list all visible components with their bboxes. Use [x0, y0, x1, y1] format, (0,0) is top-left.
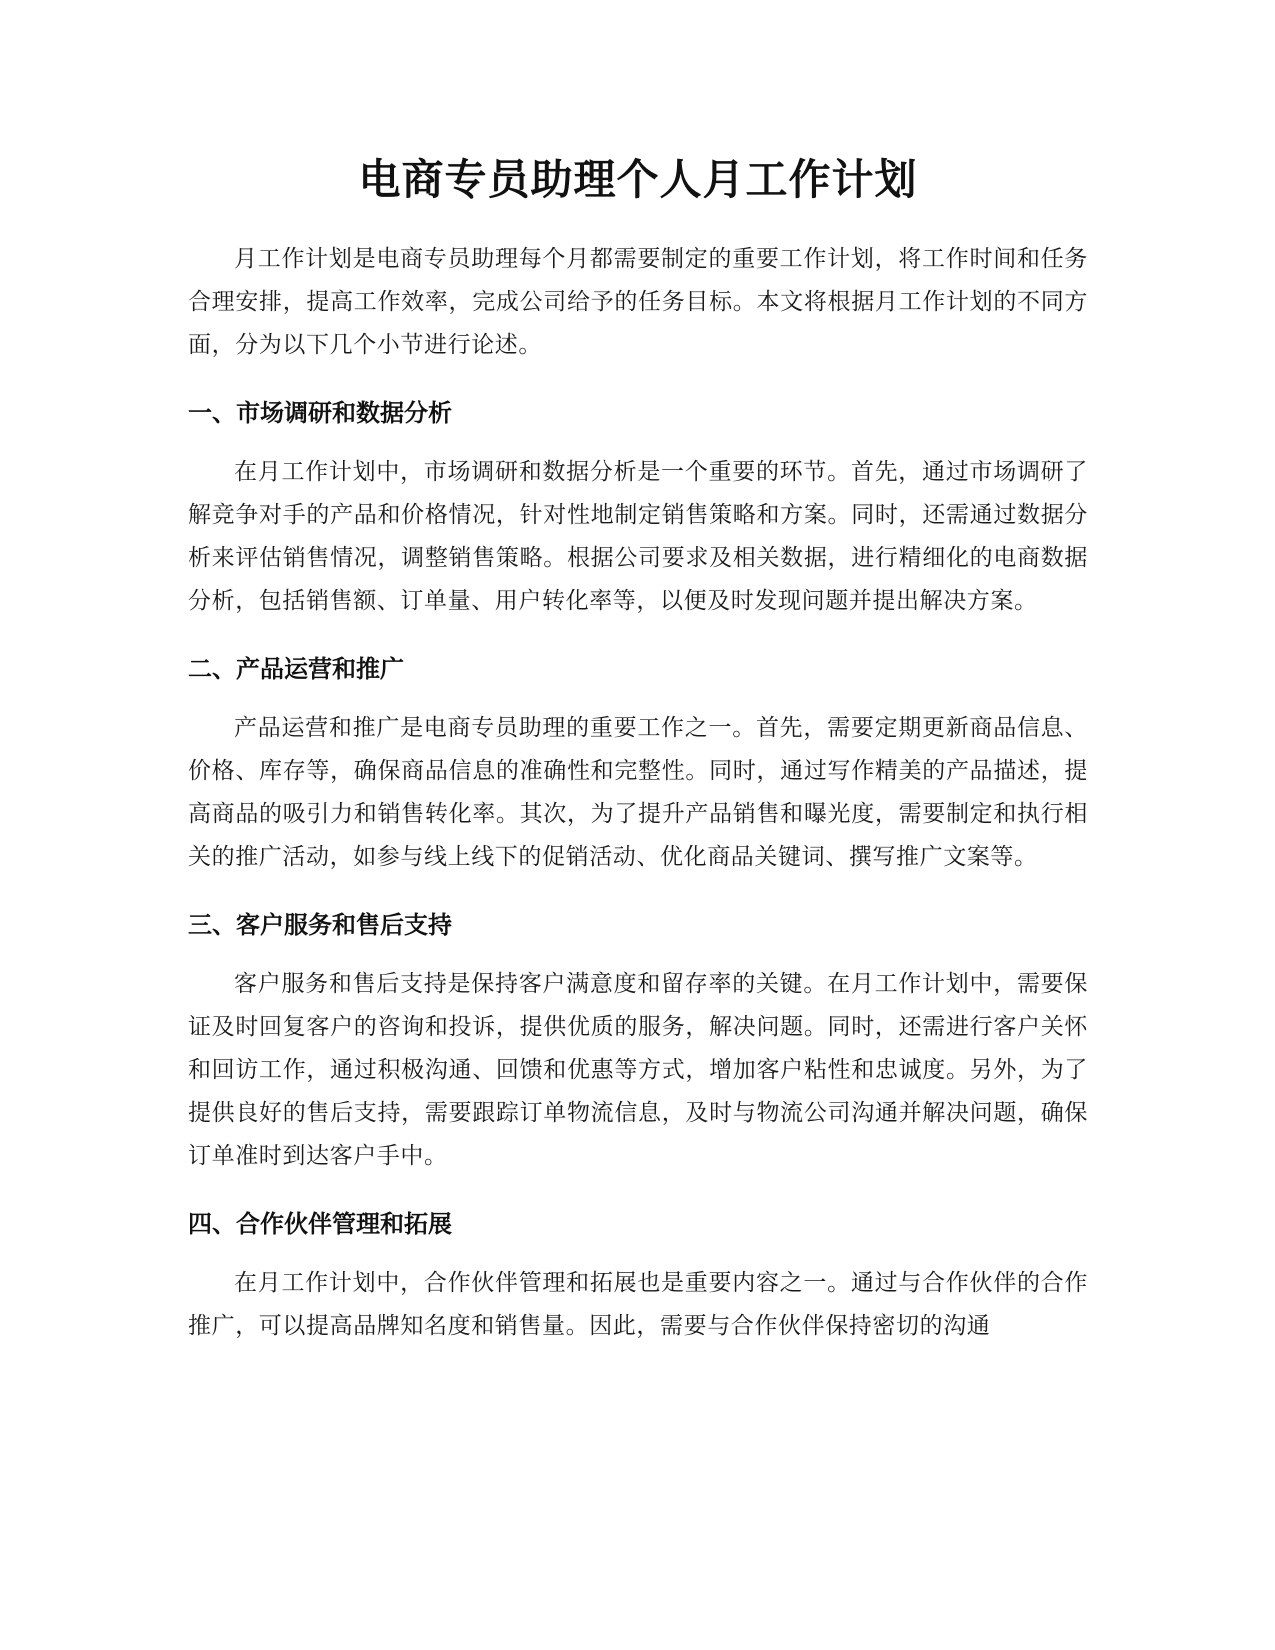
section-body-market-research: 在月工作计划中，市场调研和数据分析是一个重要的环节。首先，通过市场调研了解竞争对手的产品和价格情况，针对性地制定销售策略和方案。同时，还需通过数据分析来评估销售情况，调整销售策略。根据公司要求及相关数据，进行精细化的电商数据分析，包括销售额、订单量、用户转化率等，以便及时发现问题并提出解决方案。: [188, 459, 1088, 614]
document-content: [188, 148, 1088, 1348]
section-body-partner-management: 在月工作计划中，合作伙伴管理和拓展也是重要内容之一。通过与合作伙伴的合作推广，可以提高品牌知名度和销售量。因此，需要与合作伙伴保持密切的沟通: [188, 1270, 1088, 1339]
section-heading-market-research: 一、市场调研和数据分析: [188, 399, 452, 427]
section-heading-customer-service: 三、客户服务和售后支持: [188, 911, 452, 939]
intro-paragraph: 月工作计划是电商专员助理每个月都需要制定的重要工作计划，将工作时间和任务合理安排，提高工作效率，完成公司给予的任务目标。本文将根据月工作计划的不同方面，分为以下几个小节进行论述。: [188, 246, 1088, 358]
section-body-customer-service: 客户服务和售后支持是保持客户满意度和留存率的关键。在月工作计划中，需要保证及时回复客户的咨询和投诉，提供优质的服务，解决问题。同时，还需进行客户关怀和回访工作，通过积极沟通、回馈和优惠等方式，增加客户粘性和忠诚度。另外，为了提供良好的售后支持，需要跟踪订单物流信息，及时与物流公司沟通并解决问题，确保订单准时到达客户手中。: [188, 971, 1088, 1169]
page-title: 电商专员助理个人月工作计划: [358, 155, 918, 204]
section-body-product-operations: 产品运营和推广是电商专员助理的重要工作之一。首先，需要定期更新商品信息、价格、库存等，确保商品信息的准确性和完整性。同时，通过写作精美的产品描述，提高商品的吸引力和销售转化率。其次，为了提升产品销售和曝光度，需要制定和执行相关的推广活动，如参与线上线下的促销活动、优化商品关键词、撰写推广文案等。: [188, 715, 1088, 870]
section-heading-product-operations: 二、产品运营和推广: [188, 655, 404, 683]
section-heading-partner-management: 四、合作伙伴管理和拓展: [188, 1210, 452, 1238]
